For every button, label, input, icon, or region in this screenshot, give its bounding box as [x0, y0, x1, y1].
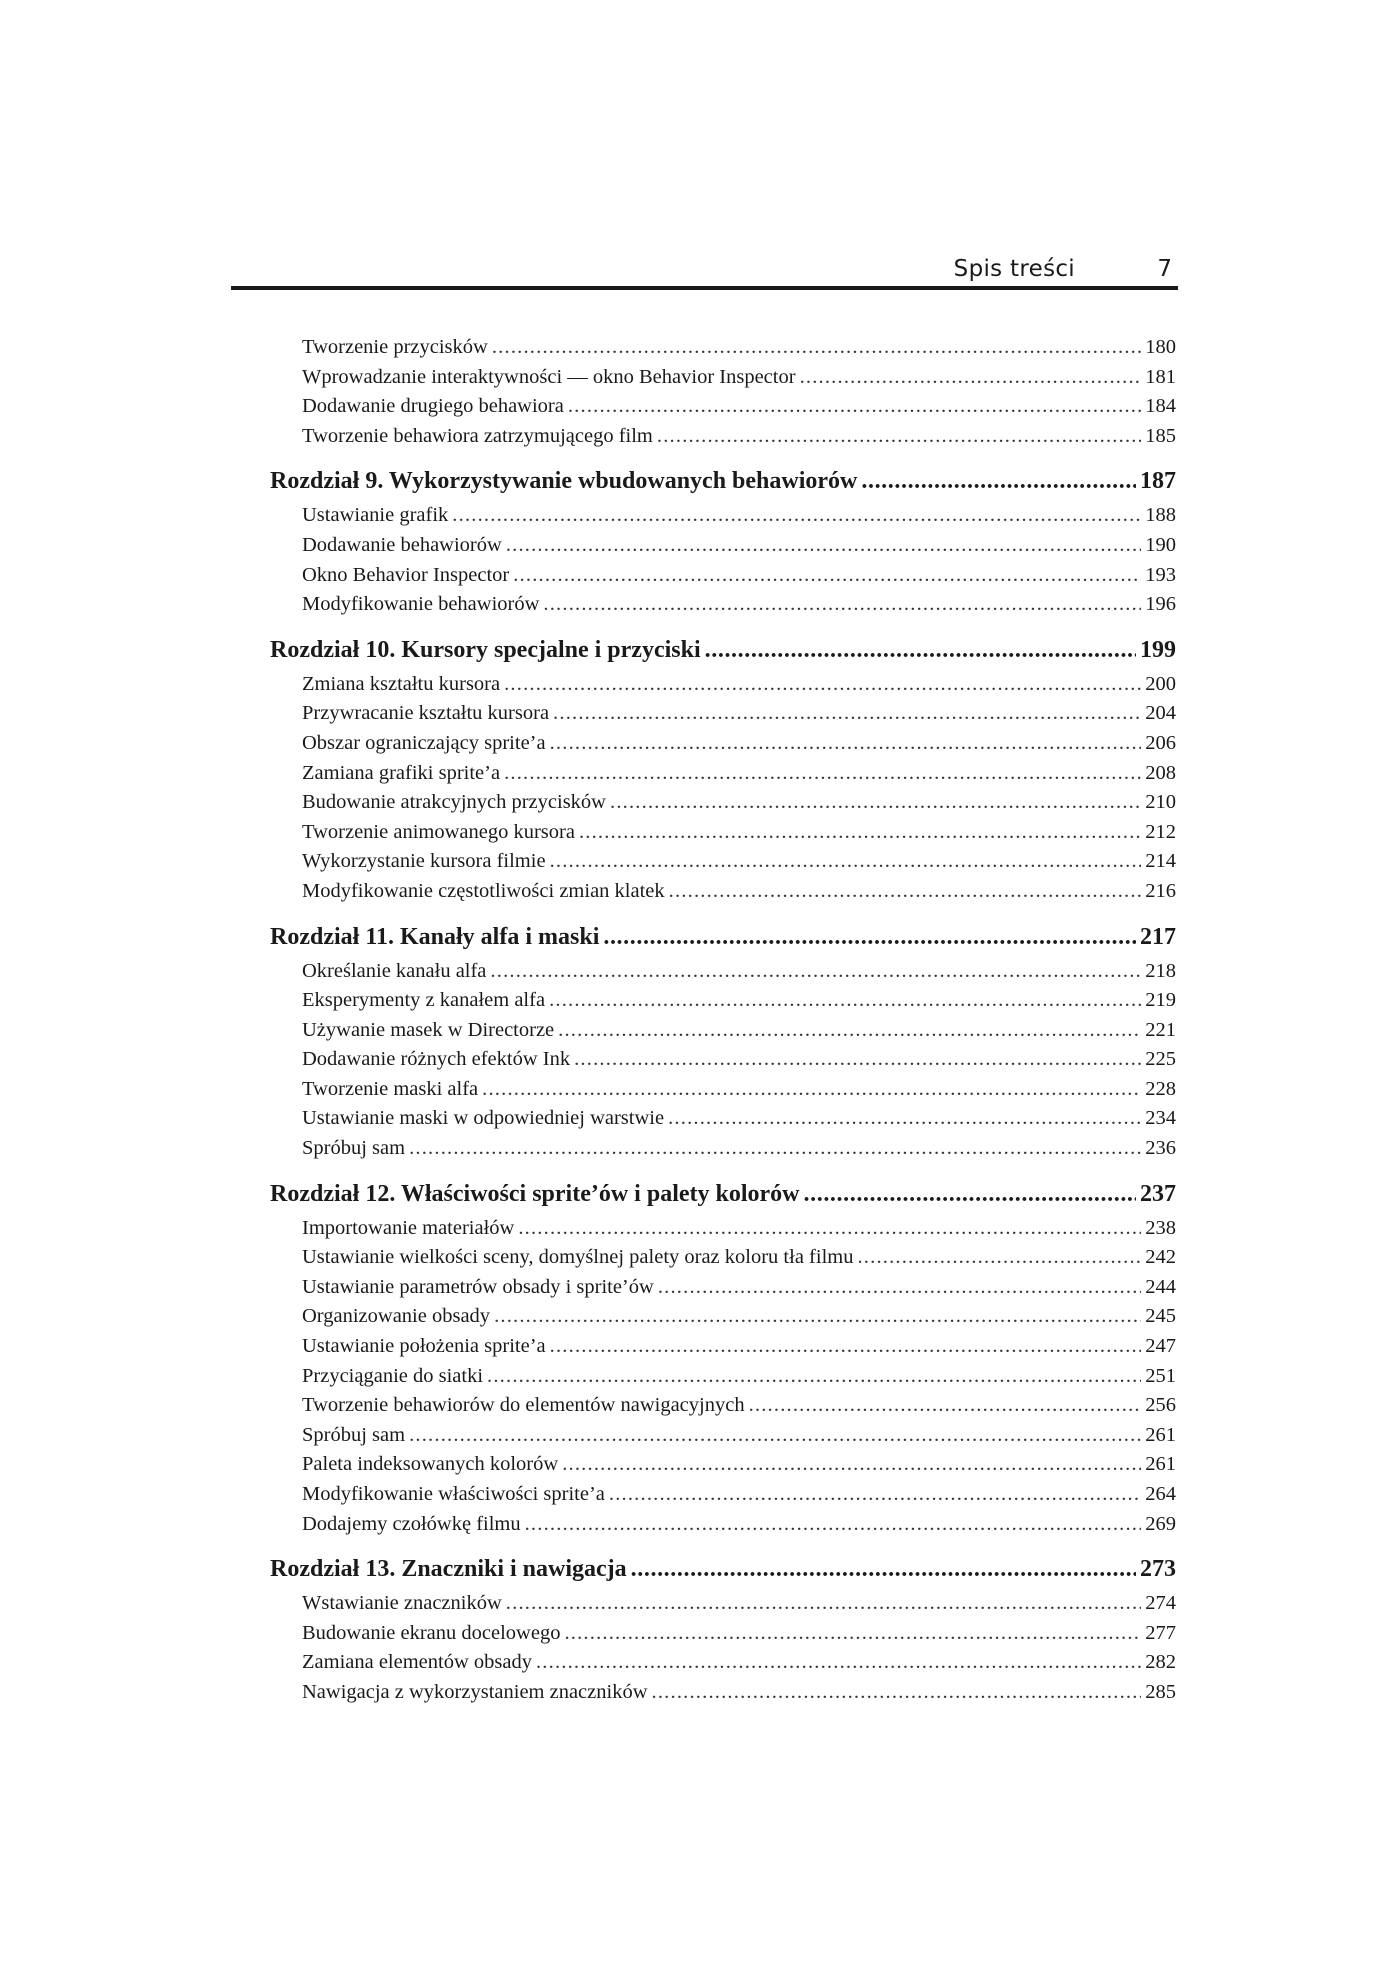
toc-entry-row[interactable] [302, 1483, 1176, 1513]
toc-entry-page-number: 285 [1145, 1680, 1176, 1703]
running-head-title: Spis treści [953, 256, 1075, 282]
toc-entry-row[interactable] [302, 1107, 1176, 1137]
toc-entry [270, 504, 1176, 534]
toc-entry-list [270, 673, 1176, 910]
dot-leader [800, 366, 1142, 389]
toc-entry-label: Rozdział 11. Kanały alfa i maski [270, 923, 600, 950]
toc-entry [270, 1107, 1176, 1137]
toc-entry-label: Zamiana elementów obsady [302, 1651, 532, 1674]
toc-entry-page-number: 228 [1145, 1077, 1176, 1100]
toc-entry-row[interactable] [302, 1019, 1176, 1049]
toc-entry-label: Wprowadzanie interaktywności — okno Behavior Inspector [302, 365, 796, 388]
toc-entry-list [270, 960, 1176, 1167]
toc-entry [270, 762, 1176, 792]
toc-entry [270, 1513, 1176, 1543]
dot-leader [603, 924, 1136, 951]
dot-leader [574, 1048, 1141, 1071]
toc-entry-label: Rozdział 13. Znaczniki i nawigacja [270, 1556, 627, 1583]
toc-entry-page-number: 193 [1145, 563, 1176, 586]
toc-entry [270, 1651, 1176, 1681]
toc-chapter [270, 924, 1176, 1167]
toc-entry [270, 395, 1176, 425]
toc-entry-label: Określanie kanału alfa [302, 959, 487, 982]
toc-entry-label: Wstawianie znaczników [302, 1592, 502, 1615]
dot-leader [518, 1217, 1141, 1240]
toc-entry-row[interactable] [302, 702, 1176, 732]
dot-leader [536, 1651, 1141, 1674]
toc-entry-page-number: 180 [1145, 336, 1176, 358]
toc-entry-row[interactable] [302, 1651, 1176, 1681]
toc-entry-page-number: 237 [1140, 1180, 1176, 1207]
toc-entry-page-number: 251 [1145, 1364, 1176, 1387]
dot-leader [492, 336, 1141, 359]
toc-entry-label: Ustawianie parametrów obsady i sprite’ów [302, 1275, 654, 1298]
dot-leader [553, 702, 1141, 725]
toc-entry-row[interactable] [302, 1137, 1176, 1167]
toc-entry-page-number: 261 [1145, 1453, 1176, 1476]
toc-entry-row[interactable] [302, 673, 1176, 703]
toc-entry-label: Przywracanie kształtu kursora [302, 702, 550, 725]
toc-entry-page-number: 282 [1145, 1651, 1176, 1674]
toc-entry [270, 1276, 1176, 1306]
toc-entry-row[interactable] [302, 1453, 1176, 1483]
toc-entry [270, 336, 1176, 366]
dot-leader [525, 1513, 1142, 1536]
toc-entry-row[interactable] [302, 1681, 1176, 1711]
toc-entry-row[interactable] [302, 1048, 1176, 1078]
toc-entry-page-number: 200 [1145, 672, 1176, 695]
toc-entry-page-number: 185 [1145, 424, 1176, 447]
dot-leader [669, 880, 1142, 903]
toc-entry-label: Rozdział 12. Właściwości sprite’ów i palety kolorów [270, 1180, 800, 1207]
toc-entry-row[interactable] [302, 564, 1176, 594]
toc-entry-label: Rozdział 9. Wykorzystywanie wbudowanych behawiorów [270, 468, 858, 495]
toc-entry-label: Przyciąganie do siatki [302, 1364, 484, 1387]
dot-leader [610, 791, 1141, 814]
toc-entry [270, 1078, 1176, 1108]
toc-entry-list [270, 336, 1176, 454]
toc-chapter [270, 637, 1176, 910]
page-number: 7 [1157, 256, 1172, 282]
dot-leader [452, 504, 1141, 527]
toc-entry-label: Używanie masek w Directorze [302, 1018, 555, 1041]
toc-entry-row[interactable] [302, 1335, 1176, 1365]
toc-entry-label: Modyfikowanie właściwości sprite’a [302, 1483, 605, 1505]
toc-entry-list [270, 504, 1176, 622]
dot-leader [506, 534, 1141, 557]
toc-entry-page-number: 234 [1145, 1107, 1176, 1130]
dot-leader [579, 821, 1141, 844]
toc-entry-row[interactable] [302, 1217, 1176, 1247]
toc-entry-row[interactable] [302, 989, 1176, 1019]
toc-entry-row[interactable] [302, 504, 1176, 534]
dot-leader [409, 1424, 1141, 1447]
toc-entry-page-number: 187 [1140, 468, 1176, 495]
toc-entry-row[interactable] [302, 425, 1176, 455]
toc-entry-page-number: 219 [1145, 989, 1176, 1012]
dot-leader [609, 1483, 1141, 1506]
dot-leader [506, 1592, 1141, 1615]
toc-entry-page-number: 244 [1145, 1275, 1176, 1298]
dot-leader [657, 425, 1141, 448]
toc-entry-label: Tworzenie behawiora zatrzymującego film [302, 424, 653, 447]
toc-entry [270, 593, 1176, 623]
toc-entry-row[interactable] [302, 1394, 1176, 1424]
toc-entry-page-number: 206 [1145, 731, 1176, 754]
toc-entry-label: Nawigacja z wykorzystaniem znaczników [302, 1680, 648, 1703]
toc-entry-row[interactable] [302, 850, 1176, 880]
toc-entry [270, 1048, 1176, 1078]
toc-entry-label: Tworzenie behawiorów do elementów nawigacyjnych [302, 1394, 745, 1417]
toc-entry [270, 534, 1176, 564]
toc-entry-page-number: 256 [1145, 1394, 1176, 1417]
toc-entry-label: Okno Behavior Inspector [302, 563, 510, 586]
toc-entry [270, 1424, 1176, 1454]
dot-leader [749, 1394, 1142, 1417]
toc-entry [270, 1483, 1176, 1513]
toc-entry [270, 1681, 1176, 1711]
toc-entry [270, 960, 1176, 990]
toc-entry-row[interactable] [302, 1276, 1176, 1306]
toc-entry-page-number: 188 [1145, 504, 1176, 527]
toc-entry-row[interactable] [302, 1622, 1176, 1652]
toc-entry [270, 791, 1176, 821]
toc-entry-row[interactable] [302, 1513, 1176, 1543]
toc-entry-label: Obszar ograniczający sprite’a [302, 731, 546, 754]
toc-entry [270, 821, 1176, 851]
toc-entry-label: Ustawianie maski w odpowiedniej warstwie [302, 1107, 665, 1130]
dot-leader [494, 1305, 1141, 1328]
toc-chapter-heading[interactable] [270, 924, 1176, 960]
toc-entry-page-number: 217 [1140, 923, 1176, 950]
toc-entry-row[interactable] [302, 534, 1176, 564]
toc-entry-row[interactable] [302, 1078, 1176, 1108]
toc-chapter-heading[interactable] [270, 468, 1176, 504]
toc-entry-page-number: 216 [1145, 879, 1176, 902]
toc-entry [270, 1217, 1176, 1247]
toc-entry [270, 702, 1176, 732]
toc-entry-row[interactable] [302, 366, 1176, 396]
toc-entry [270, 564, 1176, 594]
dot-leader [861, 468, 1136, 495]
toc-entry-row[interactable] [302, 593, 1176, 623]
toc-chapter-heading[interactable] [270, 637, 1176, 673]
toc-entry [270, 1394, 1176, 1424]
toc-entry-page-number: 264 [1145, 1483, 1176, 1505]
toc-entry-page-number: 214 [1145, 850, 1176, 873]
toc-entry-page-number: 269 [1145, 1512, 1176, 1535]
dot-leader [564, 1622, 1141, 1645]
toc-chapter [270, 1556, 1176, 1710]
dot-leader [550, 732, 1142, 755]
toc-entry-row[interactable] [302, 1424, 1176, 1454]
toc-entry [270, 1137, 1176, 1167]
toc-entry-label: Zamiana grafiki sprite’a [302, 761, 501, 784]
toc-entry [270, 1019, 1176, 1049]
dot-leader [543, 593, 1141, 616]
dot-leader [409, 1137, 1141, 1160]
toc-entry-label: Dodawanie różnych efektów Ink [302, 1048, 571, 1071]
toc-entry-page-number: 236 [1145, 1137, 1176, 1160]
toc-entry-label: Modyfikowanie częstotliwości zmian klatek [302, 879, 665, 902]
dot-leader [549, 989, 1141, 1012]
toc-entry-page-number: 221 [1145, 1018, 1176, 1041]
toc-entry-label: Dodawanie behawiorów [302, 533, 502, 556]
toc-entry-row[interactable] [302, 791, 1176, 821]
toc-entry [270, 425, 1176, 455]
toc-entry-label: Spróbuj sam [302, 1423, 406, 1446]
dot-leader [504, 673, 1141, 696]
toc-entry [270, 1453, 1176, 1483]
toc-entry [270, 1246, 1176, 1276]
dot-leader [550, 1335, 1142, 1358]
dot-leader [513, 564, 1141, 587]
toc-entry-page-number: 181 [1145, 365, 1176, 388]
toc-entry-list [270, 1592, 1176, 1710]
toc-entry [270, 1335, 1176, 1365]
dot-leader [487, 1365, 1141, 1388]
dot-leader [504, 762, 1141, 785]
toc-entry-page-number: 218 [1145, 959, 1176, 982]
dot-leader [482, 1078, 1141, 1101]
toc-entry-row[interactable] [302, 762, 1176, 792]
toc-entry-row[interactable] [302, 395, 1176, 425]
toc-entry-label: Eksperymenty z kanałem alfa [302, 989, 546, 1012]
toc-entry-row[interactable] [302, 336, 1176, 366]
toc-entry-label: Ustawianie grafik [302, 504, 449, 527]
dot-leader [668, 1107, 1141, 1130]
dot-leader [490, 960, 1141, 983]
toc-entry-page-number: 199 [1140, 636, 1176, 663]
dot-leader [568, 395, 1141, 418]
toc-entry-page-number: 190 [1145, 533, 1176, 556]
toc-entry [270, 732, 1176, 762]
toc-entry-label: Ustawianie wielkości sceny, domyślnej palety oraz koloru tła filmu [302, 1246, 854, 1269]
toc-entry-page-number: 196 [1145, 593, 1176, 616]
toc-entry-list [270, 1217, 1176, 1543]
toc-entry-page-number: 261 [1145, 1423, 1176, 1446]
toc-entry-label: Budowanie atrakcyjnych przycisków [302, 791, 606, 814]
toc-entry-label: Spróbuj sam [302, 1137, 406, 1160]
table-of-contents [270, 336, 1176, 1725]
toc-entry-page-number: 238 [1145, 1216, 1176, 1239]
toc-entry-page-number: 184 [1145, 395, 1176, 418]
toc-entry-label: Dodajemy czołówkę filmu [302, 1512, 521, 1535]
toc-entry [270, 1592, 1176, 1622]
toc-entry [270, 366, 1176, 396]
toc-chapter-heading[interactable] [270, 1181, 1176, 1217]
toc-entry-label: Budowanie ekranu docelowego [302, 1621, 561, 1644]
toc-entry-row[interactable] [302, 1365, 1176, 1395]
toc-entry [270, 1365, 1176, 1395]
toc-entry [270, 1305, 1176, 1335]
toc-entry-label: Importowanie materiałów [302, 1216, 515, 1239]
running-head [231, 256, 1178, 286]
toc-entry-label: Modyfikowanie behawiorów [302, 593, 540, 616]
toc-entry-page-number: 245 [1145, 1305, 1176, 1328]
toc-entry-label: Zmiana kształtu kursora [302, 672, 501, 695]
toc-entry-label: Wykorzystanie kursora filmie [302, 850, 546, 873]
toc-entry-row[interactable] [302, 732, 1176, 762]
dot-leader [550, 850, 1142, 873]
toc-entry-page-number: 273 [1140, 1556, 1176, 1583]
toc-chapter [270, 1181, 1176, 1543]
toc-chapter [270, 468, 1176, 622]
toc-entry [270, 673, 1176, 703]
toc-entry-page-number: 247 [1145, 1335, 1176, 1358]
toc-entry [270, 989, 1176, 1019]
toc-entry-label: Tworzenie przycisków [302, 336, 488, 358]
toc-chapter-heading[interactable] [270, 1556, 1176, 1592]
toc-entry-row[interactable] [302, 821, 1176, 851]
toc-entry-label: Ustawianie położenia sprite’a [302, 1335, 546, 1358]
toc-entry-page-number: 208 [1145, 761, 1176, 784]
toc-entry-page-number: 210 [1145, 791, 1176, 814]
toc-entry [270, 850, 1176, 880]
toc-entry-label: Dodawanie drugiego behawiora [302, 395, 564, 418]
dot-leader [631, 1556, 1136, 1583]
toc-entry-row[interactable] [302, 880, 1176, 910]
toc-entry-page-number: 277 [1145, 1621, 1176, 1644]
toc-entry-label: Paleta indeksowanych kolorów [302, 1453, 559, 1476]
toc-entry-label: Rozdział 10. Kursory specjalne i przyciski [270, 636, 701, 663]
toc-entry-label: Tworzenie animowanego kursora [302, 820, 575, 843]
dot-leader [804, 1181, 1136, 1208]
toc-entry-label: Tworzenie maski alfa [302, 1077, 479, 1100]
toc-entry-page-number: 274 [1145, 1592, 1176, 1615]
toc-entry [270, 1622, 1176, 1652]
toc-continued-section [270, 336, 1176, 454]
toc-entry [270, 880, 1176, 910]
toc-entry-row[interactable] [302, 960, 1176, 990]
toc-entry-row[interactable] [302, 1592, 1176, 1622]
toc-entry-page-number: 212 [1145, 820, 1176, 843]
dot-leader [705, 637, 1136, 664]
dot-leader [562, 1453, 1141, 1476]
header-rule [231, 286, 1178, 290]
dot-leader [558, 1019, 1141, 1042]
toc-entry-page-number: 225 [1145, 1048, 1176, 1071]
dot-leader [652, 1681, 1142, 1704]
dot-leader [658, 1276, 1141, 1299]
toc-entry-row[interactable] [302, 1246, 1176, 1276]
dot-leader [857, 1246, 1141, 1269]
toc-entry-page-number: 242 [1145, 1246, 1176, 1269]
toc-entry-page-number: 204 [1145, 702, 1176, 725]
toc-entry-label: Organizowanie obsady [302, 1305, 491, 1328]
toc-entry-row[interactable] [302, 1305, 1176, 1335]
